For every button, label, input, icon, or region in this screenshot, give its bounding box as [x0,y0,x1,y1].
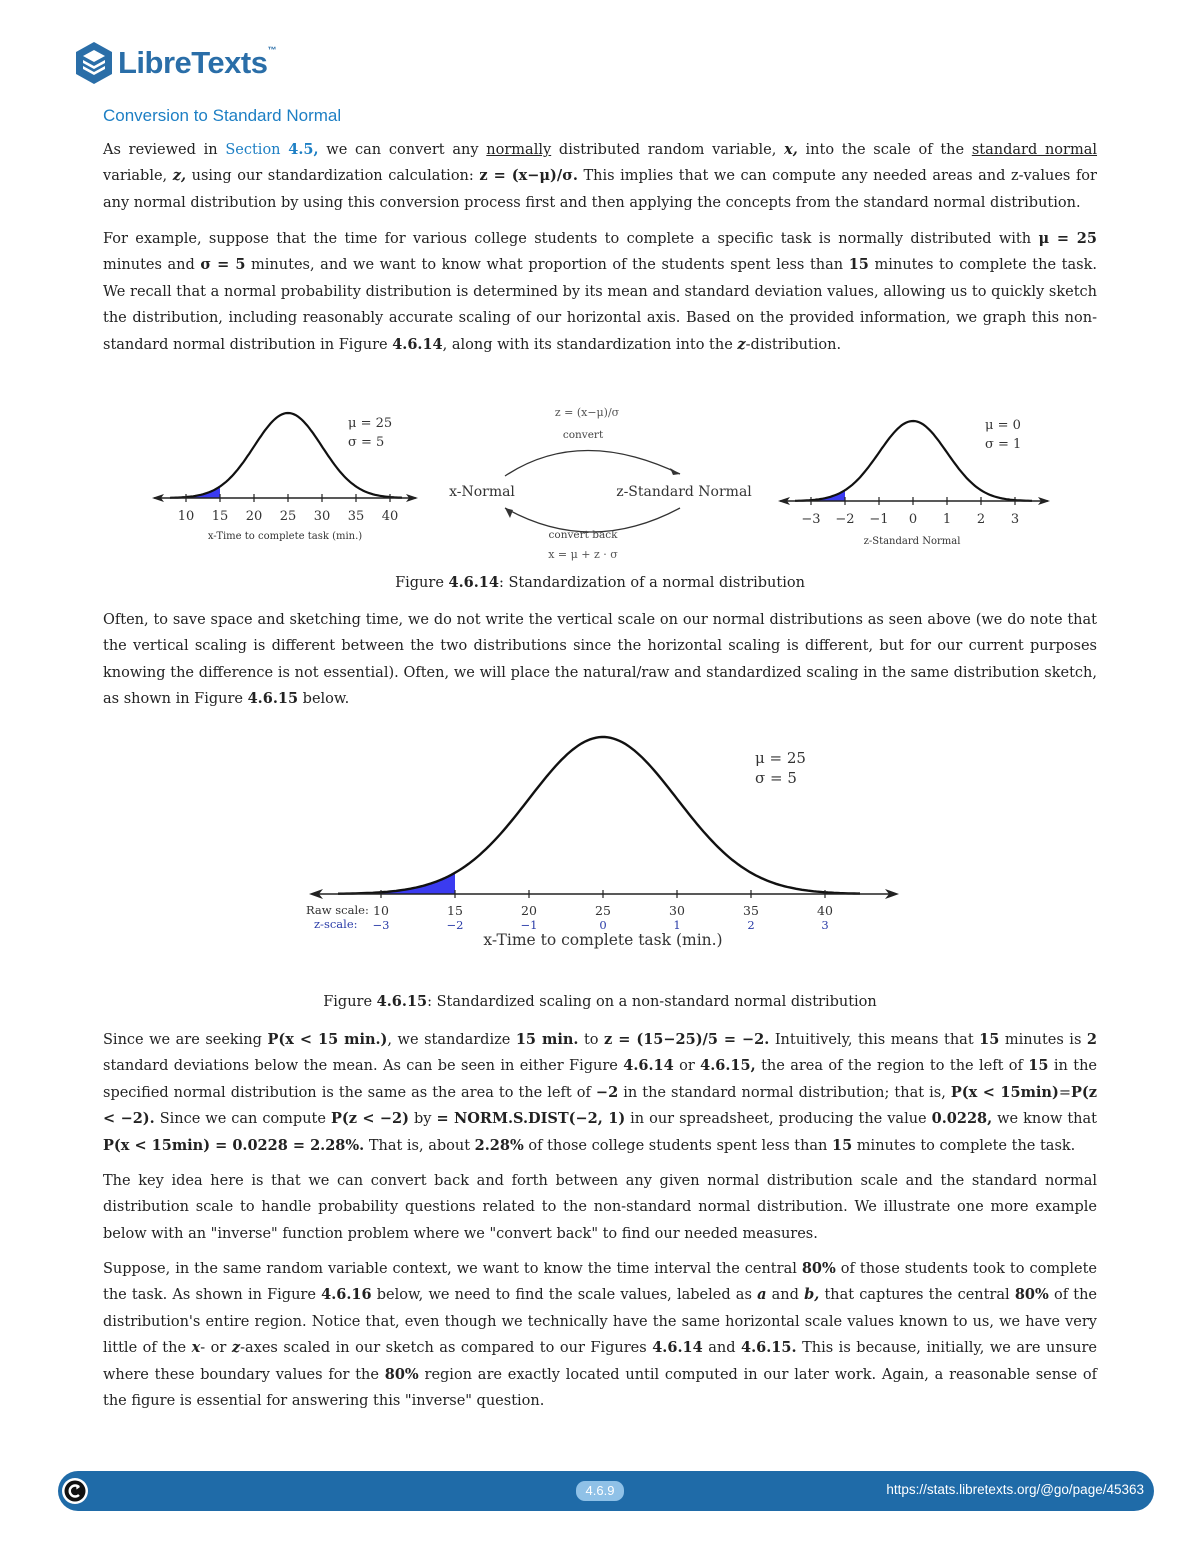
tick-label: 35 [347,509,365,524]
z-tick-label: 1 [673,918,681,932]
z-tick-label: −1 [520,918,538,932]
tick-label: 10 [177,509,195,524]
x-axis-label: x-Time to complete task (min.) [207,531,363,542]
raw-scale-label: Raw scale: [306,903,369,917]
raw-tick-label: 30 [669,903,685,918]
libretexts-logo[interactable] [74,40,276,86]
paragraph-intro: As reviewed in Section 4.5, we can convert any normally distributed random variable, x, into the scale of the standard normal variable, z, using our standardization calculation: z = (x−μ)/σ. This implies that we can compute any needed areas and z-values for any normal distribution by using this conversion process first and then applying the concepts from the standard normal distribution. [103,141,1098,211]
z-tick-label: −3 [372,918,390,932]
tick-label: 15 [211,509,229,524]
section-heading: Conversion to Standard Normal [103,106,342,125]
tick-label: 1 [942,512,952,527]
paragraph-key-idea: The key idea here is that we can convert back and forth between any given normal distribution scale and the standard normal distribution scale to handle probability questions related to the non-standard normal distribution. We illustrate one more example below with an "inverse" function problem where we "convert back" to find our needed measures. [103,1173,1097,1242]
raw-tick-label: 25 [595,903,611,918]
x-normal-label: x-Normal [449,484,515,500]
page-number: 4.6.9 [576,1481,624,1501]
logo-text: LibreTexts™ [118,45,276,80]
figure-4-6-14-caption: Figure 4.6.14: Standardization of a normal distribution [395,574,805,591]
z-tick-label: 3 [821,918,829,932]
z-tick-label: 0 [599,918,607,932]
inverse-formula: x = μ + z · σ [548,548,618,561]
section-link[interactable]: Section 4.5, [225,141,319,158]
paragraph-scaling: Often, to save space and sketching time, we do not write the vertical scale on our normal distributions as seen above (we do note that the vertical scaling is different between the two distributions since the horizontal scaling is different, but for our current purposes knowing the difference is not essential). Often, we will place the natural/raw and standardized scaling in the same distribution sketch, as shown in Figure 4.6.15 below. [103,612,1097,708]
tick-label: −1 [869,512,889,527]
glossary-standard-normal[interactable]: standard normal [971,142,1098,158]
paragraph-example: For example, suppose that the time for various college students to complete a specific task is normally distributed with μ = 25 minutes and σ = 5 minutes, and we want to know what proportion of the students spent less than 15 minutes to complete the task. We recall that a normal probability distribution is determined by its mean and standard deviation values, allowing us to quickly sketch the distribution, including reasonably accurate scaling of our horizontal axis. Based on the provided information, we graph this non-standard normal distribution in Figure 4.6.14, along with its standardization into the z-distribution. [103,230,1097,353]
x-ticks [373,890,833,932]
sigma-label: σ = 1 [985,437,1022,452]
normal-curve-plot [152,413,418,542]
tick-label: 3 [1010,512,1020,527]
z-standard-normal-label: z-Standard Normal [616,484,752,500]
convert-label: convert [562,429,604,441]
tick-label: 40 [381,509,399,524]
figure-ref[interactable]: 4.6.16 [321,1286,372,1304]
libretexts-logo-icon [74,40,114,86]
arrow-right-icon [670,468,680,475]
figure-ref[interactable]: 4.6.15 [247,690,299,708]
figure-ref[interactable]: 4.6.14 [392,335,443,353]
tick-label: 2 [976,512,986,527]
tick-label: 0 [908,512,918,527]
arrow-left-icon [505,508,513,518]
creative-commons-icon[interactable] [60,1476,90,1506]
tick-label: −3 [801,512,821,527]
raw-tick-label: 10 [373,903,389,918]
conversion-diagram [449,406,752,561]
glossary-normally[interactable]: normally [486,142,552,158]
mu-label: μ = 0 [985,418,1021,433]
figure-4-6-15-caption: Figure 4.6.15: Standardized scaling on a non-standard normal distribution [323,993,877,1010]
z-scale-label: z-scale: [314,917,358,931]
sigma-label: σ = 5 [348,435,385,450]
standard-normal-plot [778,418,1050,547]
tick-label: −2 [835,512,855,527]
x-axis-label: z-Standard Normal [863,536,961,547]
tick-label: 30 [313,509,331,524]
page-url-link[interactable]: https://stats.libretexts.org/@go/page/45363 [886,1482,1144,1497]
mu-label: μ = 25 [348,416,393,431]
raw-tick-label: 20 [521,903,537,918]
tick-label: 20 [245,509,263,524]
z-tick-label: 2 [747,918,755,932]
figure-4-6-14 [140,396,1060,568]
paragraph-inverse: Suppose, in the same random variable context, we want to know the time interval the central 80% of those students took to complete the task. As shown in Figure 4.6.16 below, we need to find the scale values, labeled as a and b, that captures the central 80% of the distribution's entire region. Notice that, even though we technically have the same horizontal scale values known to us, we have very little of the x- or z-axes scaled in our sketch as compared to our Figures 4.6.14 and 4.6.15. This is because, initially, we are unsure where these boundary values for the 80% region are exactly located until computed in our later work. Again, a reasonable sense of the figure is essential for answering this "inverse" question. [103,1260,1098,1410]
convert-back-label: convert back [548,529,618,541]
standardization-formula: z = (x−μ)/σ. [479,167,578,185]
tick-label: 25 [279,509,297,524]
x-axis-label: x-Time to complete task (min.) [483,931,723,949]
raw-tick-label: 40 [817,903,833,918]
figure-4-6-15 [300,728,910,958]
z-tick-label: −2 [446,918,464,932]
sigma-label: σ = 5 [755,769,797,787]
mu-label: μ = 25 [755,749,806,767]
paragraph-computation: Since we are seeking P(x < 15 min.), we standardize 15 min. to z = (15−25)/5 = −2. Intuitively, this means that 15 minutes is 2 standard deviations below the mean. As can be seen in either Figure 4.6.14 or 4.6.15, the area of the region to the left of 15 in the specified normal distribution is the same as the area to the left of −2 in the standard normal distribution; that is, P(x < 15min)=P(z < −2). Since we can compute P(z < −2) by = NORM.S.DIST(−2, 1) in our spreadsheet, producing the value 0.0228, we know that P(x < 15min) = 0.0228 = 2.28%. That is, about 2.28% of those college students spent less than 15 minutes to complete the task. [103,1031,1098,1154]
standardize-formula: z = (x−μ)/σ [554,406,620,419]
raw-tick-label: 15 [447,903,463,918]
raw-tick-label: 35 [743,903,759,918]
